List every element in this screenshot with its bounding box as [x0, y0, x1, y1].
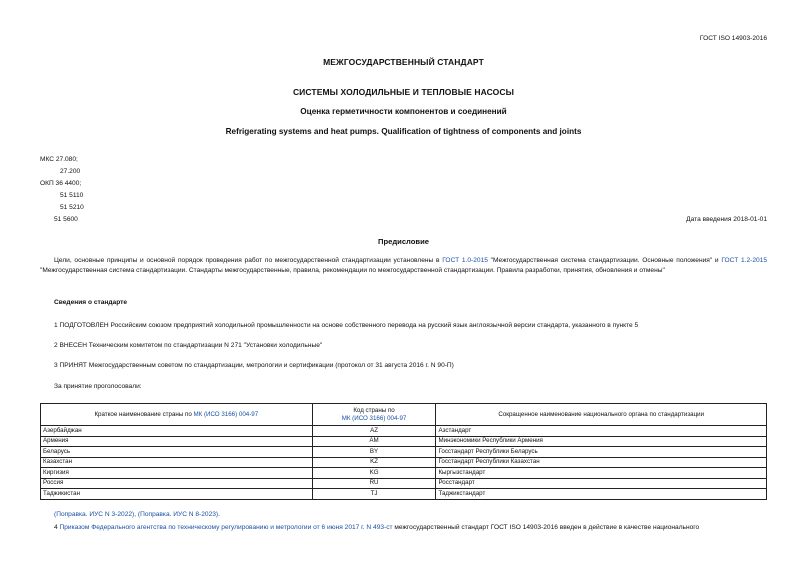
- mk-iso-3166-code-link[interactable]: МК (ИСО 3166) 004-97: [341, 414, 407, 422]
- about-item-4: 4 Приказом Федерального агентства по техническому регулированию и метрологии от 6 июня 2017 г. N 493-ст межгосударственный стандарт ГОСТ ISO 14903-2016 введен в действие в качестве национального: [54, 524, 700, 531]
- intro-date: Дата введения 2018-01-01: [686, 216, 767, 223]
- foreword-text-2: "Межгосударственная система стандартизации. Основные положения" и: [487, 257, 722, 264]
- amendments-line: (Поправка. ИУС N 3-2022), (Поправка. ИУС N 8-2023).: [54, 511, 220, 518]
- header-country-code: Код страны по МК (ИСО 3166) 004-97: [312, 404, 436, 426]
- table-row: [41, 426, 767, 437]
- code-cell: TJ: [312, 489, 436, 500]
- gost-1-0-link[interactable]: ГОСТ 1.0-2015: [442, 257, 488, 264]
- foreword-text-1: Цели, основные принципы и основной порядок проведения работ по межгосударственной стандартизации установлены в: [54, 257, 443, 264]
- okp-code: ОКП 36 4400;: [40, 180, 82, 187]
- standard-type-heading: МЕЖГОСУДАРСТВЕННЫЙ СТАНДАРТ: [323, 57, 484, 67]
- document-title: СИСТЕМЫ ХОЛОДИЛЬНЫЕ И ТЕПЛОВЫЕ НАСОСЫ: [292, 87, 515, 97]
- document-title-english: Refrigerating systems and heat pumps. Qualification of tightness of components and joints: [225, 127, 582, 136]
- code-cell: RU: [312, 478, 436, 489]
- foreword-text-3: "Межгосударственная система стандартизации. Стандарты межгосударственные, правила, рекомендации по межгосударственной стандартизации. Правила разработки, принятия, обновления и отмены": [40, 267, 665, 275]
- document-subtitle: Оценка герметичности компонентов и соединений: [300, 107, 507, 116]
- doc-id-header: ГОСТ ISO 14903-2016: [699, 35, 767, 42]
- body-cell: Госстандарт Республики Беларусь: [436, 447, 767, 458]
- mks-code: МКС 27.080;: [40, 156, 78, 163]
- table-row: [41, 457, 767, 468]
- country-cell: Беларусь: [41, 447, 313, 458]
- table-row: [41, 468, 767, 479]
- body-cell: Кыргызстандарт: [436, 468, 767, 479]
- body-cell: Таджикстандарт: [436, 489, 767, 500]
- about-item-2: 2 ВНЕСЕН Техническим комитетом по стандартизации N 271 "Установки холодильные": [54, 342, 323, 349]
- gost-1-2-link[interactable]: ГОСТ 1.2-2015: [721, 257, 768, 264]
- country-cell: Азербайджан: [41, 426, 313, 437]
- code-cell: KZ: [312, 457, 436, 468]
- mk-iso-3166-link[interactable]: МК (ИСО 3166) 004-97: [193, 410, 259, 418]
- about-item-3: 3 ПРИНЯТ Межгосударственным советом по стандартизации, метрологии и сертификации (протокол от 31 августа 2016 г. N 90-П): [54, 362, 454, 369]
- mks-code-2: 27.200: [60, 168, 81, 175]
- country-cell: Казахстан: [41, 457, 313, 468]
- code-cell: BY: [312, 447, 436, 458]
- body-cell: Госстандарт Республики Казахстан: [436, 457, 767, 468]
- code-cell: AZ: [312, 426, 436, 437]
- countries-table: [40, 403, 767, 500]
- foreword-paragraph: [40, 256, 767, 276]
- country-cell: Таджикистан: [41, 489, 313, 500]
- foreword-heading: Предисловие: [378, 237, 429, 246]
- header-standards-body: Сокращенное наименование национального органа по стандартизации: [436, 404, 767, 426]
- amendment-link-1[interactable]: Поправка. ИУС N 3-2022: [56, 511, 133, 518]
- table-row: [41, 478, 767, 489]
- code-cell: KG: [312, 468, 436, 479]
- body-cell: Азстандарт: [436, 426, 767, 437]
- voted-label: За принятие проголосовали:: [54, 383, 142, 390]
- about-item-1: 1 ПОДГОТОВЛЕН Российским союзом предприятий холодильной промышленности на основе собственного перевода на русский язык англоязычной версии стандарта, указанного в пункте 5: [54, 322, 639, 329]
- amendment-link-2[interactable]: Поправка. ИУС N 8-2023: [140, 511, 216, 518]
- body-cell: Росстандарт: [436, 478, 767, 489]
- body-cell: Минэкономики Республики Армения: [436, 436, 767, 447]
- header-country-name: Краткое наименование страны по МК (ИСО 3166) 004-97: [41, 404, 313, 426]
- country-cell: Россия: [41, 478, 313, 489]
- okp-code-2: 51 5110: [60, 192, 84, 199]
- table-row: [41, 489, 767, 500]
- okp-code-4: 51 5600: [54, 216, 78, 223]
- table-row: [41, 447, 767, 458]
- rosstandart-order-link[interactable]: Приказом Федерального агентства по техническому регулированию и метрологии от 6 июня 2017 г. N 493-ст: [59, 524, 393, 531]
- table-row: [41, 436, 767, 447]
- table-header-row: [41, 404, 767, 426]
- country-cell: Армения: [41, 436, 313, 447]
- about-standard-heading: Сведения о стандарте: [54, 299, 128, 306]
- country-cell: Киргизия: [41, 468, 313, 479]
- code-cell: AM: [312, 436, 436, 447]
- okp-code-3: 51 5210: [60, 204, 84, 211]
